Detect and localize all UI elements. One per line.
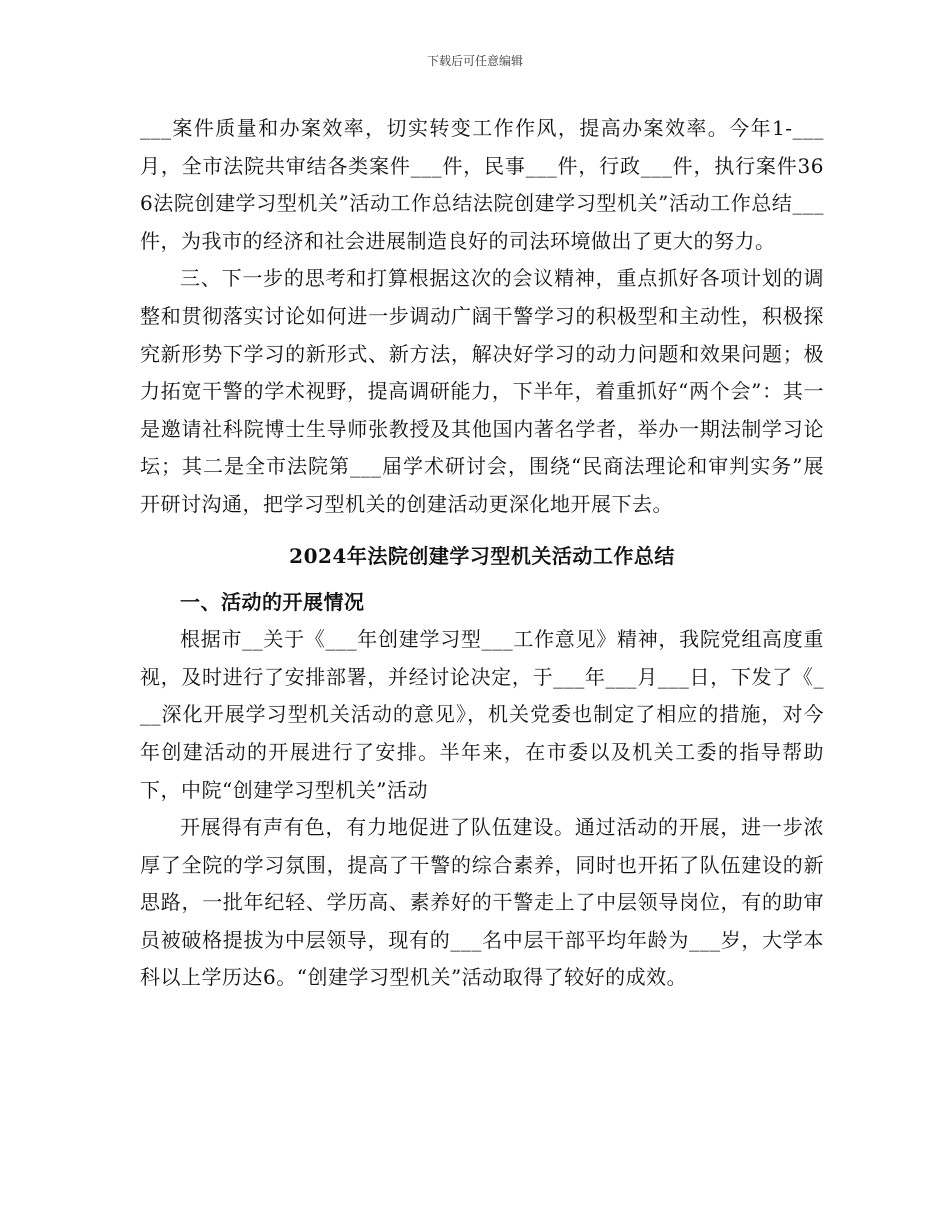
paragraph-activity-results: 开展得有声有色，有力地促进了队伍建设。通过活动的开展，进一步浓厚了全院的学习氛围，提高了干警的综合素养，同时也开拓了队伍建设的新思路，一批年纪轻、学历高、素养好的干警走上了中层领导岗位，有的助审员被破格提拔为中层领导，现有的___名中层干部平均年龄为___岁，大学本科以上学历达6。“创建学习型机关”活动取得了较好的成效。 — [140, 815, 824, 990]
paragraph-next-steps: 三、下一步的思考和打算根据这次的会议精神，重点抓好各项计划的调整和贯彻落实讨论如何进一步调动广阔干警学习的积极型和主动性，积极探究新形势下学习的新形式、新方法，解决好学习的动力问题和效果问题；极力拓宽干警的学术视野，提高调研能力，下半年，着重抓好“两个会”：其一是邀请社科院博士生导师张教授及其他国内著名学者，举办一期法制学习论坛；其二是全市法院第___届学术研讨会，围绕“民商法理论和审判实务”展开研讨沟通，把学习型机关的创建活动更深化地开展下去。 — [140, 266, 824, 516]
paragraph-activity-arrangement: 根据市__关于《___年创建学习型___工作意见》精神，我院党组高度重视，及时进行了安排部署，并经讨论决定，于___年___月___日，下发了《___深化开展学习型机关活动的意见》，机关党委也制定了相应的措施，对今年创建活动的开展进行了安排。半年来，在市委以及机关工委的指导帮助下，中院“创建学习型机关”活动 — [140, 627, 824, 802]
section-heading: 一、活动的开展情况 — [180, 589, 365, 614]
document-body — [140, 110, 824, 997]
document-title: 2024年法院创建学习型机关活动工作总结 — [289, 543, 675, 568]
paragraph-case-statistics: ___案件质量和办案效率，切实转变工作作风，提高办案效率。今年1-___月，全市法院共审结各类案件___件，民事___件，行政___件，执行案件366法院创建学习型机关”活动工作总结法院创建学习型机关”活动工作总结___件，为我市的经济和社会进展制造良好的司法环境做出了更大的努力。 — [140, 116, 824, 253]
header-note: 下载后可任意编辑 — [426, 54, 523, 68]
